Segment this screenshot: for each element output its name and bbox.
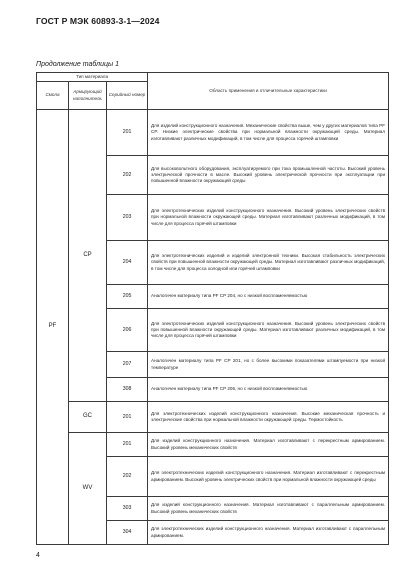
application-text-cell: Для высоковольтного оборудования, эксплуатируемого при тока промышленной частоты. Высокий уровень электрической прочности в масле. Высокий уровень электрической прочности при эксплуатации при повышенной влажности окружающей среды bbox=[148, 156, 389, 195]
serial-code-cell: 204 bbox=[107, 241, 148, 285]
serial-code-cell: 202 bbox=[107, 156, 148, 195]
serial-code-cell: 205 bbox=[107, 285, 148, 309]
serial-code-cell: 201 bbox=[107, 433, 148, 457]
header-material-type: Тип материала bbox=[37, 73, 148, 82]
application-text-cell: Для электротехнических изделий конструкционного назначения. Материал изготавливают с перекрестным армированием. Высокий уровень электрических свойств при нормальной влажности окружающей среды bbox=[148, 457, 389, 497]
header-reinforcement: Армирующий наполнитель bbox=[69, 82, 107, 110]
serial-code-cell: 201 bbox=[107, 110, 148, 156]
application-text-cell: Для электротехнических изделий и изделий электронной техники. Высокая стабильность электрических свойств при повышенной влажности окружающей среды. Материал изготавливают различных модификаций, в том числе для процесса холодной или горячей штамповки bbox=[148, 241, 389, 285]
application-text-cell: Для электротехнических изделий конструкционного назначения. Высокий уровень электрических свойств при повышенной влажности окружающей среды. Материал изготавливают различных модификаций, в том числе для процесса горячей штамповки bbox=[148, 309, 389, 352]
application-text-cell: Для электротехнических изделий конструкционного назначения. Высокие механическая прочность и электрические свойства при нормальной влажности окружающей среды. Термостойкость bbox=[148, 402, 389, 433]
material-types-table bbox=[36, 72, 389, 545]
table-row bbox=[37, 433, 389, 457]
application-text-cell: Аналогичен материалу типа PF CP 206, но с низкой воспламеняемостью bbox=[148, 378, 389, 402]
serial-code-cell: 304 bbox=[107, 521, 148, 545]
reinforcement-cell-gc: GC bbox=[69, 402, 107, 433]
application-text-cell: Для изделий конструкционного назначения. Материал изготавливают с перекрестным армированием. Высокий уровень механических свойств bbox=[148, 433, 389, 457]
serial-code-cell: 202 bbox=[107, 457, 148, 497]
document-title: ГОСТ Р МЭК 60893-3-1—2024 bbox=[36, 16, 160, 26]
reinforcement-cell-cp: CP bbox=[69, 110, 107, 402]
serial-code-cell: 203 bbox=[107, 195, 148, 241]
application-text-cell: Аналогичен материалу типа PF CP 204, но с низкой воспламеняемостью bbox=[148, 285, 389, 309]
serial-code-cell: 308 bbox=[107, 378, 148, 402]
application-text-cell: Для электротехнических изделий конструкционного назначения. Высокий уровень электрических свойств при нормальной влажности окружающей среды. Материал изготавливают различных модификаций, в том числе для процесса горячей штамповки bbox=[148, 195, 389, 241]
serial-code-cell: 303 bbox=[107, 497, 148, 521]
application-text-cell: Для изделий конструкционного назначения. Материал изготавливают с параллельным армированием. Высокий уровень механических свойств bbox=[148, 497, 389, 521]
serial-code-cell: 207 bbox=[107, 352, 148, 378]
table-continuation-caption: Продолжение таблицы 1 bbox=[36, 61, 119, 68]
table-row bbox=[37, 402, 389, 433]
serial-code-cell: 201 bbox=[107, 402, 148, 433]
header-resin: Смола bbox=[37, 82, 69, 110]
application-text-cell: Для изделий конструкционного назначения. Механические свойства выше, чем у других материалов типа PF CP. Низкие электрические свойства при нормальной влажности окружающей среды. Материал изготавливают различных модификаций, в том числе для процесса горячей штамповки bbox=[148, 110, 389, 156]
serial-code-cell: 206 bbox=[107, 309, 148, 352]
page-number: 4 bbox=[36, 552, 40, 559]
application-text-cell: Аналогичен материалу типа PF CP 201, но с более высокими показателями штампуемости при низкой температуре bbox=[148, 352, 389, 378]
reinforcement-cell-wv: WV bbox=[69, 433, 107, 545]
header-application: Область применения и отличительные характеристики bbox=[148, 73, 389, 110]
table-row bbox=[37, 110, 389, 156]
header-serial-number: Серийный номер bbox=[107, 82, 148, 110]
application-text-cell: Для электротехнических изделий конструкционного назначения. Материал изготавливают с параллельным армированием. bbox=[148, 521, 389, 545]
resin-cell: PF bbox=[37, 110, 69, 545]
